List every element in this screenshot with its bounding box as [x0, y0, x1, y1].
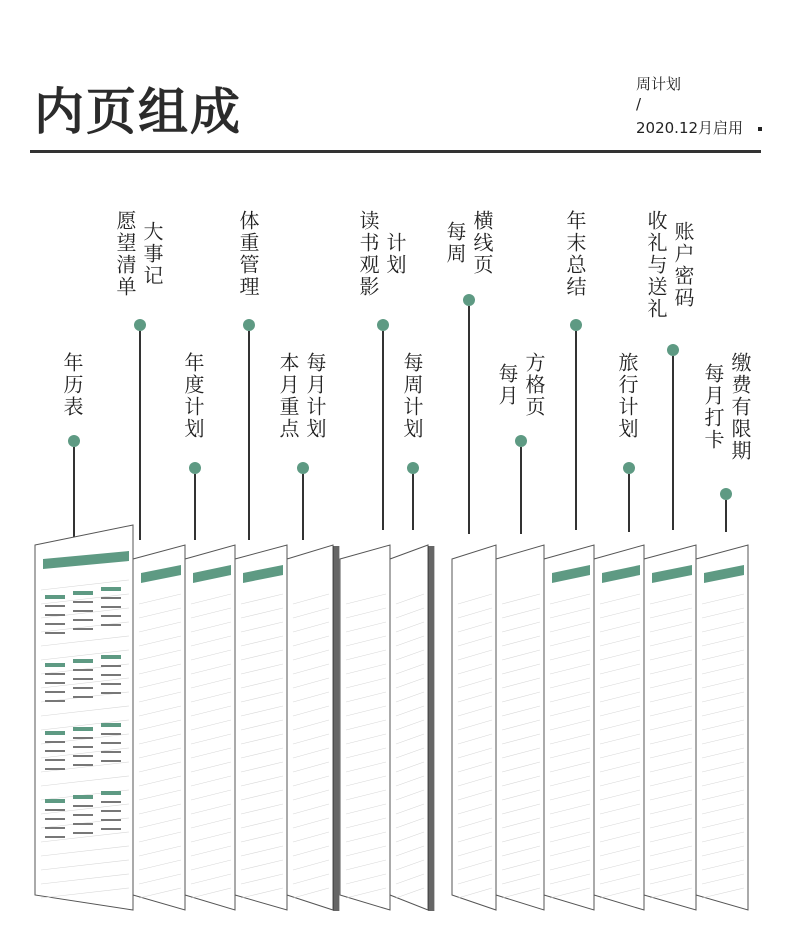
page-sheet: [544, 545, 594, 910]
calendar-day-row: [101, 665, 121, 667]
calendar-day-row: [45, 632, 65, 634]
planner-page: [35, 525, 133, 910]
calendar-day-row: [45, 768, 65, 770]
calendar-day-row: [101, 828, 121, 830]
page-sheet: [35, 525, 133, 910]
label-reading-column: 读书观影: [356, 210, 380, 298]
calendar-month-header: [73, 591, 93, 595]
label-travel-column: 旅行计划: [615, 352, 639, 440]
calendar-day-row: [45, 614, 65, 616]
label-weight-column: 体重管理: [236, 210, 260, 298]
calendar-day-row: [101, 810, 121, 812]
calendar-day-row: [73, 764, 93, 766]
calendar-month-header: [101, 655, 121, 659]
page-sheet: [696, 545, 748, 910]
calendar-month-header: [101, 587, 121, 591]
label-weeklines-column: 每周: [443, 221, 467, 265]
planner-page: [133, 545, 185, 910]
calendar-month-header: [101, 791, 121, 795]
page-sheet: [235, 545, 287, 910]
calendar-day-row: [73, 687, 93, 689]
calendar-month-header: [45, 663, 65, 667]
calendar-day-row: [73, 678, 93, 680]
page-sheet: [340, 545, 390, 910]
label-monthplan-column: 本月重点: [276, 352, 300, 440]
calendar-day-row: [101, 674, 121, 676]
planner-page: [544, 545, 594, 910]
calendar-month-header: [73, 659, 93, 663]
calendar-day-row: [101, 683, 121, 685]
label-accounts-column: 账户密码: [671, 221, 695, 309]
planner-page: [594, 545, 644, 910]
calendar-day-row: [45, 682, 65, 684]
calendar-day-row: [101, 615, 121, 617]
calendar-day-row: [73, 696, 93, 698]
subtitle-separator: /: [636, 95, 642, 113]
label-weeklines-column: 横线页: [470, 210, 494, 276]
planner-page: [644, 545, 696, 910]
label-monthplan-column: 每月计划: [303, 352, 327, 440]
calendar-day-row: [101, 606, 121, 608]
calendar-day-row: [73, 737, 93, 739]
calendar-day-row: [45, 809, 65, 811]
page-sheet: [133, 545, 185, 910]
calendar-day-row: [45, 750, 65, 752]
calendar-day-row: [101, 751, 121, 753]
calendar-day-row: [45, 741, 65, 743]
label-reading-column: 计划: [383, 232, 407, 276]
calendar-day-row: [101, 819, 121, 821]
calendar-day-row: [101, 597, 121, 599]
page-sheet: [496, 545, 544, 910]
label-checkin-column: 缴费有限期: [728, 352, 752, 462]
label-yearend-column: 年末总结: [563, 210, 587, 298]
page-sheet: [287, 545, 333, 910]
calendar-month-header: [45, 595, 65, 599]
calendar-day-row: [45, 673, 65, 675]
planner-page: [452, 545, 496, 910]
planner-page: [340, 545, 390, 910]
planner-page: [287, 545, 339, 911]
page-sheet: [185, 545, 235, 910]
label-grid-column: 每月: [495, 363, 519, 407]
calendar-day-row: [73, 669, 93, 671]
calendar-day-row: [45, 623, 65, 625]
label-yearplan-column: 年度计划: [181, 352, 205, 440]
page-sheet: [644, 545, 696, 910]
planner-page: [696, 545, 748, 910]
calendar-month-header: [45, 799, 65, 803]
label-wishlist-column: 愿望清单: [113, 210, 137, 298]
calendar-day-row: [73, 805, 93, 807]
label-checkin-column: 每月打卡: [701, 363, 725, 451]
calendar-day-row: [73, 832, 93, 834]
calendar-month-header: [45, 731, 65, 735]
label-accounts-column: 收礼与送礼: [644, 210, 668, 320]
subtitle-plan-type: 周计划: [636, 75, 682, 93]
calendar-day-row: [101, 742, 121, 744]
calendar-day-row: [45, 836, 65, 838]
label-weekplan-column: 每周计划: [400, 352, 424, 440]
calendar-day-row: [45, 818, 65, 820]
calendar-day-row: [101, 624, 121, 626]
calendar-day-row: [73, 823, 93, 825]
calendar-day-row: [45, 700, 65, 702]
page-title: 内页组成: [34, 83, 242, 141]
calendar-day-row: [73, 601, 93, 603]
calendar-day-row: [101, 692, 121, 694]
calendar-day-row: [101, 733, 121, 735]
calendar-month-header: [73, 795, 93, 799]
page-sheet: [594, 545, 644, 910]
planner-page: [390, 545, 434, 911]
calendar-day-row: [73, 746, 93, 748]
page-sheet: [390, 545, 428, 910]
calendar-day-row: [73, 610, 93, 612]
label-calendar-column: 年历表: [60, 352, 84, 418]
calendar-day-row: [45, 827, 65, 829]
planner-page: [235, 545, 287, 910]
calendar-day-row: [101, 760, 121, 762]
calendar-day-row: [73, 628, 93, 630]
calendar-day-row: [45, 759, 65, 761]
subtitle-start-date: 2020.12月启用: [636, 119, 744, 137]
planner-page: [185, 545, 235, 910]
calendar-month-header: [101, 723, 121, 727]
label-grid-column: 方格页: [522, 352, 546, 418]
calendar-day-row: [45, 691, 65, 693]
calendar-day-row: [101, 801, 121, 803]
label-wishlist-column: 大事记: [140, 221, 164, 287]
calendar-day-row: [73, 619, 93, 621]
calendar-day-row: [45, 605, 65, 607]
planner-page: [496, 545, 544, 910]
calendar-day-row: [73, 814, 93, 816]
calendar-month-header: [73, 727, 93, 731]
calendar-day-row: [73, 755, 93, 757]
page-sheet: [452, 545, 496, 910]
